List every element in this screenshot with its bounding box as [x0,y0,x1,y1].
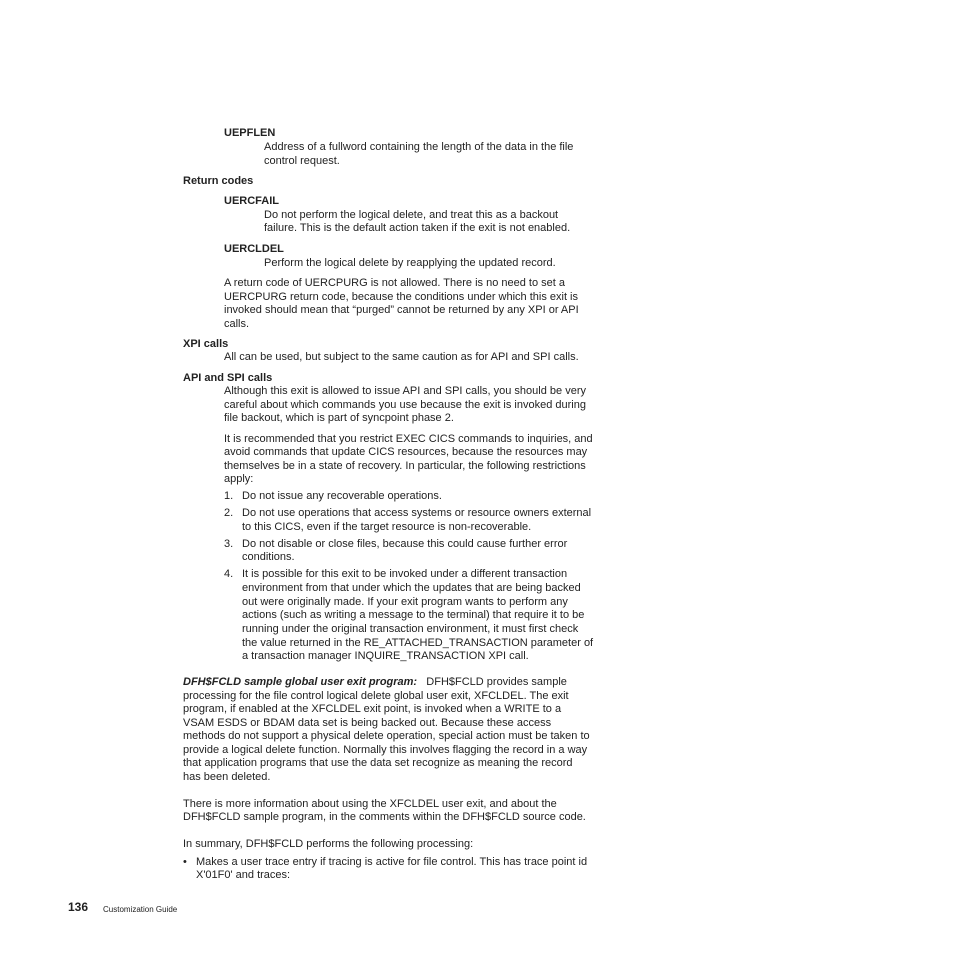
api-spi-para2-line: It is recommended that you restrict EXEC CICS commands to inquiries, and [224,433,593,445]
more-info-line: There is more information about using the XFCLDEL user exit, and about the [183,798,557,810]
sample-line: has been deleted. [183,771,271,783]
api-spi-para1-line: careful about which commands you use because the exit is invoked during [224,399,586,411]
more-info-line: DFH$FCLD sample program, in the comments within the DFH$FCLD source code. [183,811,586,823]
api-spi-para2-line: apply: [224,473,254,485]
return-code-note-line: invoked should mean that “purged” cannot be returned by any XPI or API [224,304,579,316]
page-number: 136 [68,900,89,914]
list-item-line: Do not disable or close files, because this could cause further error [242,538,568,550]
heading-return-codes: Return codes [183,175,254,187]
heading-xpi-calls: XPI calls [183,338,229,350]
list-item-line: environment from that under which the updates that are being backed [242,582,581,594]
sample-line: processing for the file control logical delete global user exit, XFCLDEL. The exit [183,690,569,702]
heading-api-spi-calls: API and SPI calls [183,372,273,384]
return-code-note-line: calls. [224,318,250,330]
list-item-line: conditions. [242,551,295,563]
list-item-number: 3. [224,538,234,550]
list-item-line: It is possible for this exit to be invoked under a different transaction [242,568,568,580]
uercfail-desc-line: Do not perform the logical delete, and treat this as a backout [264,209,559,221]
uepflen-desc-line: control request. [264,155,340,167]
term-uepflen: UEPFLEN [224,127,276,139]
footer-book-title: Customization Guide [103,905,178,914]
sample-line: methods do not support a physical delete operation, special action must be taken to [183,730,590,742]
list-item-line: Do not use operations that access systems or resource owners external [242,507,592,519]
uercfail-desc-line: failure. This is the default action taken if the exit is not enabled. [264,222,571,234]
uercldel-desc-line: Perform the logical delete by reapplying the updated record. [264,257,556,269]
xpi-calls-text: All can be used, but subject to the same caution as for API and SPI calls. [224,351,579,363]
list-item-line: running under the original transaction environment, it must first check [242,623,579,635]
sample-line: provide a logical delete function. Normally this involves flagging the record in a way [183,744,588,756]
list-item-number: 1. [224,490,234,502]
api-spi-para2-line: avoid commands that update CICS resources, because the resources may [224,446,588,458]
sample-line: that application programs that use the data set recognize as meaning the record [183,757,573,769]
summary-bullet-line: X'01F0' and traces: [196,869,291,881]
list-item-number: 2. [224,507,234,519]
list-item-line: actions (such as writing a message to the terminal) that require it to be [242,609,585,621]
sample-first-line [183,676,567,689]
return-code-note-line: UERCPURG return code, because the conditions under which this exit is [224,291,579,303]
return-code-note-line: A return code of UERCPURG is not allowed. There is no need to set a [224,277,565,289]
list-item-number: 4. [224,568,234,580]
uepflen-desc-line: Address of a fullword containing the length of the data in the file [264,141,574,153]
api-spi-para1-line: file backout, which is part of syncpoint phase 2. [224,412,454,424]
api-spi-para1-line: Although this exit is allowed to issue API and SPI calls, you should be very [224,385,586,397]
list-item-line: out were originally made. If your exit program wants to perform any [242,596,568,608]
sample-line: VSAM ESDS or BDAM data set is being backed out. Because these access [183,717,552,729]
summary-intro: In summary, DFH$FCLD performs the following processing: [183,838,474,850]
sample-title: DFH$FCLD sample global user exit program: [183,676,418,688]
list-item-line: a transaction manager INQUIRE_TRANSACTION XPI call. [242,650,529,662]
list-item-line: the value returned in the RE_ATTACHED_TRANSACTION parameter of [242,637,594,649]
term-uercldel: UERCLDEL [224,243,284,255]
bullet-icon: • [183,856,187,868]
sample-line: program, if enabled at the XFCLDEL exit point, is invoked when a WRITE to a [183,703,562,715]
summary-bullet-line: Makes a user trace entry if tracing is active for file control. This has trace point id [196,856,588,868]
list-item-line: to this CICS, even if the target resource is non-recoverable. [242,521,532,533]
list-item-line: Do not issue any recoverable operations. [242,490,442,502]
sample-intro-text: DFH$FCLD provides sample [426,676,567,688]
api-spi-para2-line: themselves be in a state of recovery. In particular, the following restrictions [224,460,586,472]
term-uercfail: UERCFAIL [224,195,279,207]
